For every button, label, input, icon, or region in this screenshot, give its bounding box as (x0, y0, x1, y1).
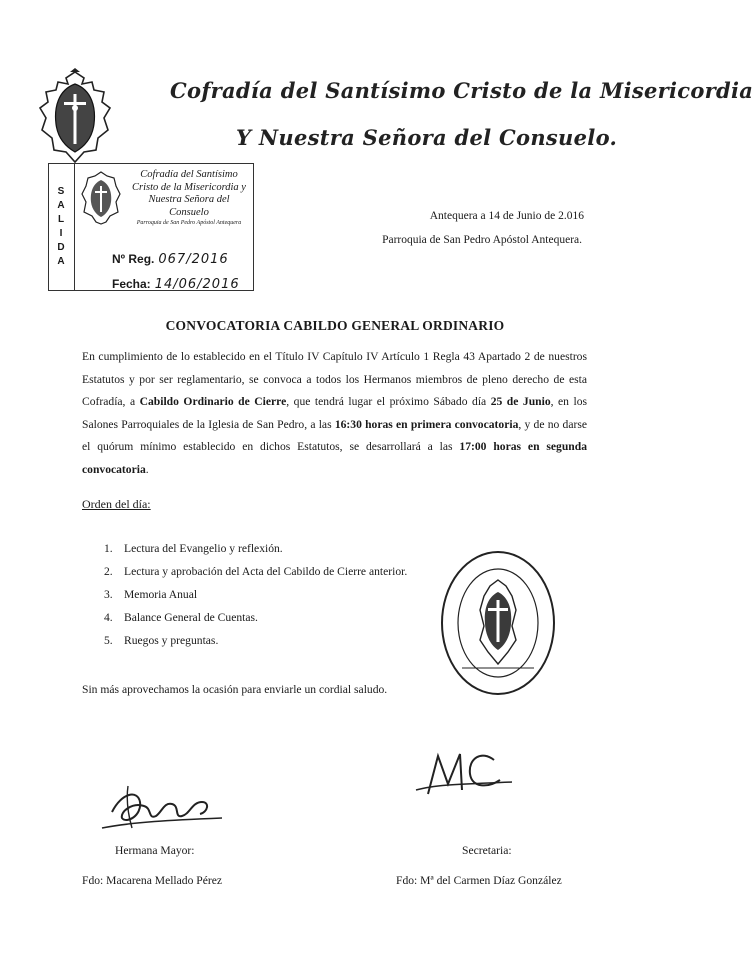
body-bold: 16:30 horas en primera convocatoria (334, 417, 519, 431)
salida-letter: S (57, 186, 65, 197)
agenda-item (104, 537, 407, 560)
body-text: En cumplimiento de lo establecido en el Título IV Capítulo IV Artículo 1 Regla 43 Apartado 2 de nuestros Estatutos y por ser reglamentario, se convoca a todos los Hermanos miembros de pleno derecho de esta Cofradía, a (82, 350, 587, 408)
reg-value-handwritten: 067/2016 (158, 252, 229, 267)
document-heading: CONVOCATORIA CABILDO GENERAL ORDINARIO (165, 318, 505, 333)
closing-line: Sin más aprovechamos la ocasión para enviarle un cordial saludo. (82, 683, 388, 696)
secretary-signature (408, 738, 518, 806)
agenda-text: Ruegos y preguntas. (124, 634, 219, 647)
date-line: Antequera a 14 de Junio de 2.016 (429, 210, 584, 222)
header-title-line1: Cofradía del Santísimo Cristo de la Misericordia (170, 78, 753, 103)
fecha-value-handwritten: 14/06/2016 (154, 277, 240, 292)
salida-letter: I (59, 228, 63, 239)
body-text: , y de no darse el quórum mínimo establecido en dichos Estatutos, se desarrollará a las (82, 417, 587, 453)
stamp-salida-column (48, 163, 75, 291)
brotherhood-seal (438, 548, 558, 698)
brotherhood-crest (34, 68, 116, 166)
agenda-text: Lectura del Evangelio y reflexión. (124, 542, 283, 555)
president-role: Hermana Mayor: (115, 844, 195, 857)
stamp-line: Consuelo (169, 206, 209, 218)
salida-letter: D (57, 242, 65, 253)
agenda-item (104, 606, 407, 629)
stamp-registration-number (112, 250, 229, 268)
agenda-item (104, 560, 407, 583)
body-bold: Cabildo Ordinario de Cierre (139, 395, 287, 408)
salida-letter: A (57, 256, 65, 267)
agenda-item (104, 583, 407, 606)
body-text: . (145, 462, 149, 476)
agenda-text: Balance General de Cuentas. (124, 611, 258, 624)
president-name: Fdo: Macarena Mellado Pérez (82, 874, 223, 887)
stamp-parish-small: Parroquia de San Pedro Apóstol Antequera (136, 220, 242, 226)
agenda-item (104, 629, 407, 652)
fecha-label: Fecha: (112, 277, 151, 291)
reg-label: Nº Reg. (112, 252, 155, 266)
stamp-line: Cofradía del Santísimo (140, 169, 238, 180)
agenda-heading: Orden del día: (82, 497, 151, 511)
secretary-name: Fdo: Mª del Carmen Díaz González (396, 874, 562, 887)
agenda-list (104, 537, 407, 652)
agenda-text: Lectura y aprobación del Acta del Cabildo de Cierre anterior. (124, 565, 408, 578)
stamp-crest-icon (80, 170, 122, 226)
body-text: , que tendrá lugar el próximo Sábado día (286, 395, 491, 408)
stamp-line: Nuestra Señora del (148, 194, 230, 205)
body-text: , en los Salones Parroquiales de la Iglesia de San Pedro, a las (82, 395, 588, 431)
body-bold: 25 de Junio (490, 395, 551, 408)
president-signature (92, 772, 232, 854)
agenda-text: Memoria Anual (124, 588, 198, 601)
stamp-line: Cristo de la Misericordia y (132, 181, 246, 193)
salida-letter: L (57, 214, 65, 225)
stamp-date (112, 275, 240, 293)
header-title-line2: Y Nuestra Señora del Consuelo. (236, 125, 618, 150)
secretary-role: Secretaria: (462, 844, 512, 857)
body-bold: 17:00 horas en segunda convocatoria (82, 440, 587, 476)
agenda-number: 3. (104, 588, 113, 601)
agenda-number: 1. (104, 542, 113, 555)
agenda-number: 4. (104, 611, 113, 624)
salida-letter: A (57, 200, 65, 211)
agenda-number: 2. (104, 565, 113, 578)
stamp-heading (128, 169, 250, 227)
body-paragraph (82, 346, 587, 481)
parish-line: Parroquia de San Pedro Apóstol Antequera. (382, 234, 582, 246)
agenda-number: 5. (104, 634, 113, 647)
